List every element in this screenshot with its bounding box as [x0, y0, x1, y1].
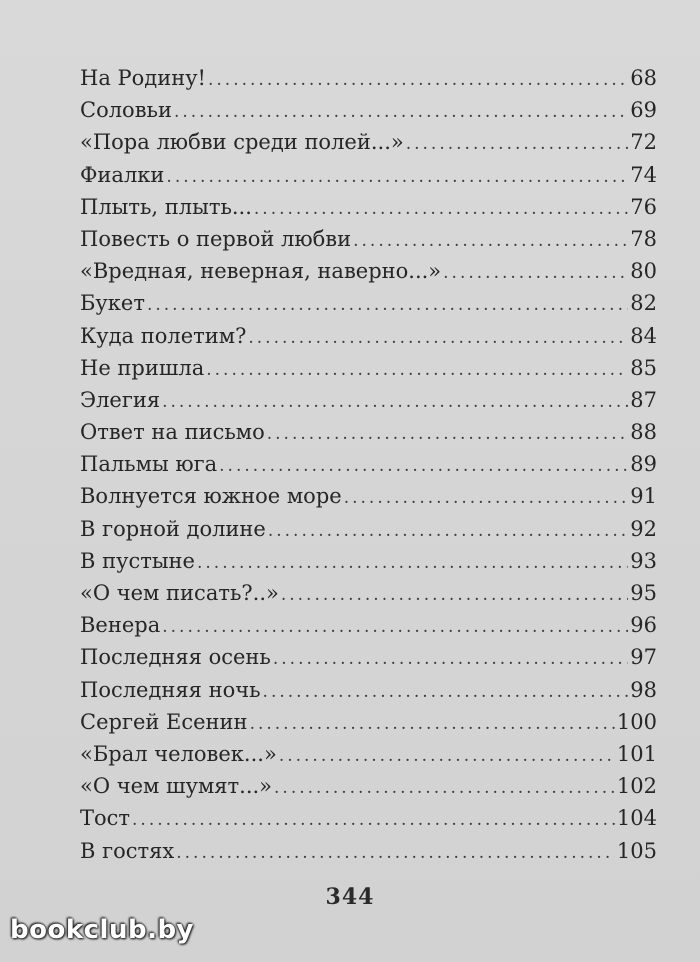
- toc-entry-title: «Брал человек...»: [80, 741, 277, 766]
- toc-entry: [80, 513, 657, 545]
- toc-dot-leader: [279, 740, 615, 772]
- toc-dot-leader: [176, 837, 615, 869]
- toc-entry: [80, 674, 657, 706]
- toc-entry-page: 100: [616, 709, 657, 734]
- toc-dot-leader: [197, 547, 628, 579]
- toc-entry-title: Волнуется южное море: [80, 484, 342, 509]
- toc-entry-page: 80: [630, 259, 657, 284]
- toc-entry-page: 95: [630, 581, 657, 605]
- toc-entry-page: 68: [630, 66, 657, 90]
- toc-dot-leader: [174, 96, 628, 128]
- toc-dot-leader: [406, 128, 629, 160]
- toc-dot-leader: [281, 579, 628, 611]
- toc-entry-page: 96: [630, 613, 657, 638]
- toc-entry-page: 69: [630, 98, 657, 123]
- toc-entry-title: Повесть о первой любви: [80, 226, 352, 251]
- toc-dot-leader: [353, 225, 628, 257]
- toc-entry-title: «Пора любви среди полей...»: [80, 130, 404, 155]
- toc-entry-page: 105: [616, 838, 657, 863]
- toc-entry-title: В пустыне: [80, 548, 195, 573]
- toc-dot-leader: [268, 515, 628, 547]
- toc-entry-title: Последняя ночь: [80, 677, 261, 702]
- toc-entry-page: 76: [630, 194, 657, 219]
- toc-entry-page: 87: [630, 387, 657, 412]
- toc-entry-page: 78: [630, 226, 657, 251]
- toc-entry-title: Тост: [80, 806, 131, 831]
- toc-entry: [80, 802, 657, 834]
- toc-dot-leader: [263, 676, 629, 708]
- toc-entry: [80, 94, 657, 126]
- toc-entry: [80, 287, 657, 319]
- toc-entry-title: Фиалки: [80, 162, 165, 187]
- toc-entry-title: Букет: [80, 291, 145, 316]
- toc-entry: [80, 480, 657, 512]
- toc-entry: [80, 352, 657, 384]
- toc-entry: [80, 641, 657, 673]
- toc-entry-title: Сергей Есенин: [80, 709, 248, 734]
- toc-entry-page: 74: [630, 162, 657, 187]
- toc-entry-title: Соловьи: [80, 98, 172, 123]
- toc-entry: [80, 384, 657, 416]
- toc-entry-page: 93: [630, 548, 657, 573]
- toc-dot-leader: [219, 450, 628, 482]
- toc-entry-page: 92: [630, 516, 657, 541]
- watermark-text: bookclub.by: [10, 915, 195, 945]
- toc-dot-leader: [162, 386, 628, 418]
- toc-entry: [80, 223, 657, 255]
- toc-dot-leader: [267, 418, 629, 450]
- toc-dot-leader: [344, 482, 629, 514]
- toc-dot-leader: [273, 643, 628, 675]
- toc-dot-leader: [132, 804, 615, 836]
- toc-entry: [80, 835, 657, 867]
- toc-entry-title: Плыть, плыть...: [80, 194, 252, 219]
- toc-entry-title: Куда полетим?: [80, 323, 247, 348]
- toc-dot-leader: [274, 772, 615, 804]
- toc-entry-title: Элегия: [80, 387, 161, 412]
- toc-entry-page: 88: [630, 420, 657, 445]
- toc-entry: [80, 126, 657, 158]
- toc-entry-title: Венера: [80, 613, 161, 638]
- toc-entry: [80, 191, 657, 223]
- toc-entry-page: 102: [616, 774, 657, 799]
- toc-entry: [80, 416, 657, 448]
- toc-entry-page: 84: [630, 323, 657, 348]
- toc-dot-leader: [166, 161, 628, 193]
- toc-entry-title: Пальмы юга: [80, 452, 218, 477]
- toc-entry: [80, 320, 657, 352]
- toc-entry-page: 98: [630, 677, 657, 702]
- toc-entry: [80, 706, 657, 738]
- toc-entry-page: 72: [630, 130, 657, 155]
- toc-entry-title: «О чем писать?..»: [80, 581, 279, 605]
- toc-entry: [80, 255, 657, 287]
- toc-entry-page: 104: [616, 806, 657, 831]
- toc-dot-leader: [162, 611, 628, 643]
- toc-entry: [80, 159, 657, 191]
- toc-entry-title: Ответ на письмо: [80, 420, 265, 445]
- toc-entry-title: Не пришла: [80, 355, 205, 380]
- toc-entry: [80, 62, 657, 94]
- toc-entry-page: 91: [630, 484, 657, 509]
- page-number: 344: [325, 884, 375, 910]
- toc-entry: [80, 448, 657, 480]
- toc-entry-title: В горной долине: [80, 516, 266, 541]
- toc-dot-leader: [206, 354, 628, 386]
- toc-entry-page: 89: [630, 452, 657, 477]
- toc-entry-title: «Вредная, неверная, наверно...»: [80, 259, 442, 284]
- toc-dot-leader: [147, 289, 628, 321]
- toc-entry: [80, 545, 657, 577]
- toc-dot-leader: [443, 257, 628, 289]
- toc-dot-leader: [208, 64, 628, 96]
- toc-dot-leader: [250, 708, 615, 740]
- toc-entry-title: Последняя осень: [80, 645, 271, 670]
- toc-entry-page: 97: [630, 645, 657, 670]
- toc-entry-title: «О чем шумят...»: [80, 774, 273, 799]
- toc-entry-title: В гостях: [80, 838, 175, 863]
- toc-entry: [80, 738, 657, 770]
- toc-dot-leader: [248, 322, 628, 354]
- table-of-contents: [80, 62, 657, 867]
- toc-entry-page: 101: [616, 741, 657, 766]
- toc-entry: [80, 609, 657, 641]
- toc-entry-title: На Родину!: [80, 66, 206, 90]
- toc-entry-page: 82: [630, 291, 657, 316]
- toc-entry-page: 85: [630, 355, 657, 380]
- toc-dot-leader: [254, 193, 628, 225]
- toc-entry: [80, 577, 657, 609]
- toc-entry: [80, 770, 657, 802]
